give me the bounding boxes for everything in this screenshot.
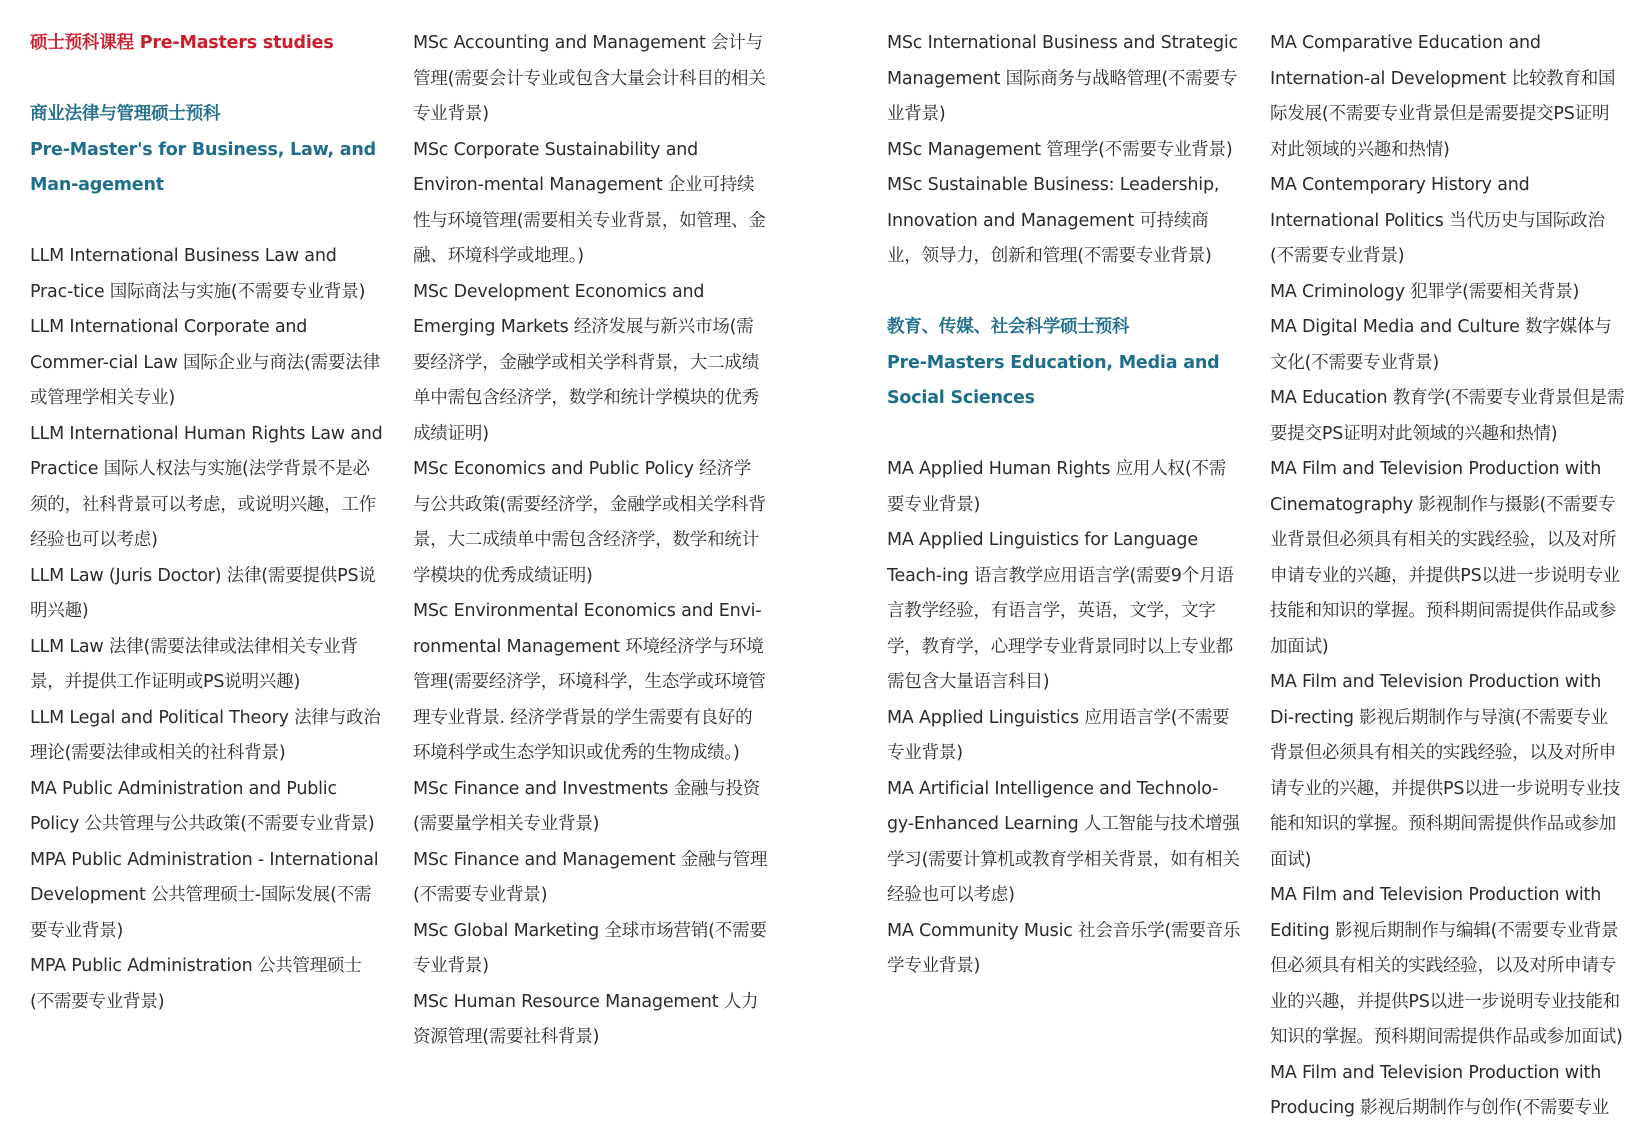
- business-heading-zh: 商业法律与管理硕士预科: [30, 104, 221, 124]
- course-item: MSc Development Economics and Emerging Markets 经济发展与新兴市场(需要经济学，金融学或相关学科背景，大二成绩单中需包含经济学，数学和统计学模块的优秀成绩证明): [413, 281, 759, 444]
- course-item: MSc Human Resource Management 人力资源管理(需要社科背景): [413, 991, 759, 1047]
- course-item: MSc Finance and Management 金融与管理(不需要专业背景): [413, 849, 768, 905]
- course-item: LLM International Corporate and Commer-cial Law 国际企业与商法(需要法律或管理学相关专业): [30, 317, 380, 408]
- column-4: [1270, 26, 1625, 1127]
- course-item: MSc Management 管理学(不需要专业背景): [887, 139, 1233, 160]
- course-item: LLM Law (Juris Doctor) 法律(需要提供PS说明兴趣): [30, 565, 376, 621]
- course-item: MA Community Music 社会音乐学(需要音乐学专业背景): [887, 920, 1241, 976]
- education-heading-en: Pre-Masters Education, Media and Social Sciences: [887, 352, 1220, 408]
- course-item: MSc Sustainable Business: Leadership, Innovation and Management 可持续商业，领导力，创新和管理(不需要专业背景): [887, 175, 1220, 266]
- course-item: MSc International Business and Strategic Management 国际商务与战略管理(不需要专业背景): [887, 33, 1238, 124]
- course-item: MPA Public Administration - International Development 公共管理硕士-国际发展(不需要专业背景): [30, 849, 379, 941]
- course-item: MA Film and Television Production with Producing 影视后期制作与创作(不需要专业: [1270, 1062, 1610, 1118]
- course-item: MA Film and Television Production with Di-recting 影视后期制作与导演(不需要专业背景但必须具有相关的实践经验，以及对所申请专业的兴趣，并提供PS以进一步说明专业技能和知识的掌握。预科期间需提供作品或参加面试): [1270, 672, 1620, 870]
- course-item: LLM Law 法律(需要法律或法律相关专业背景，并提供工作证明或PS说明兴趣): [30, 636, 358, 692]
- course-item: LLM International Human Rights Law and Practice 国际人权法与实施(法学背景不是必须的，社科背景可以考虑，或说明兴趣，工作经验也可以考虑): [30, 423, 383, 550]
- course-item: LLM International Business Law and Prac-tice 国际商法与实施(不需要专业背景): [30, 246, 366, 302]
- column-3: [887, 26, 1242, 985]
- course-item: MA Public Administration and Public Policy 公共管理与公共政策(不需要专业背景): [30, 778, 375, 834]
- course-item: MA Digital Media and Culture 数字媒体与文化(不需要专业背景): [1270, 317, 1612, 373]
- spacer: [887, 275, 1242, 311]
- course-item: MA Film and Television Production with Cinematography 影视制作与摄影(不需要专业背景但必须具有相关的实践经验，以及对所申请专业的兴趣，并提供PS以进一步说明专业技能和知识的掌握。预科期间需提供作品或参加面试): [1270, 459, 1620, 657]
- column-1: [30, 26, 385, 1020]
- course-item: MA Film and Television Production with Editing 影视后期制作与编辑(不需要专业背景但必须具有相关的实践经验，以及对所申请专业的兴趣，并提供PS以进一步说明专业技能和知识的掌握。预科期间需提供作品或参加面试): [1270, 885, 1623, 1047]
- business-heading-en: Pre-Master's for Business, Law, and Man-agement: [30, 139, 376, 195]
- column-2: [413, 26, 768, 1056]
- spacer: [887, 417, 1242, 453]
- course-item: MA Applied Human Rights 应用人权(不需要专业背景): [887, 459, 1227, 515]
- page-title: 硕士预科课程 Pre-Masters studies: [30, 33, 334, 53]
- course-item: MSc Finance and Investments 金融与投资(需要量学相关专业背景): [413, 778, 761, 834]
- course-item: MA Artificial Intelligence and Technolo-gy-Enhanced Learning 人工智能与技术增强学习(需要计算机或教育学相关背景，如有相关经验也可以考虑): [887, 778, 1240, 905]
- course-item: MSc Corporate Sustainability and Environ-mental Management 企业可持续性与环境管理(需要相关专业背景，如管理、金融、环境科学或地理。): [413, 139, 766, 266]
- course-item: MSc Global Marketing 全球市场营销(不需要专业背景): [413, 920, 767, 976]
- spacer: [30, 204, 385, 240]
- course-item: MPA Public Administration 公共管理硕士(不需要专业背景): [30, 956, 362, 1012]
- course-item: MA Contemporary History and International Politics 当代历史与国际政治(不需要专业背景): [1270, 175, 1605, 266]
- course-item: MSc Economics and Public Policy 经济学与公共政策(需要经济学，金融学或相关学科背景，大二成绩单中需包含经济学，数学和统计学模块的优秀成绩证明): [413, 459, 766, 586]
- course-item: LLM Legal and Political Theory 法律与政治理论(需要法律或相关的社科背景): [30, 707, 381, 763]
- course-item: MA Education 教育学(不需要专业背景但是需要提交PS证明对此领域的兴趣和热情): [1270, 388, 1625, 444]
- course-item: MA Applied Linguistics for Language Teach-ing 语言教学应用语言学(需要9个月语言教学经验，有语言学，英语，文学，文字学，教育学，心理学专业背景同时以上专业都需包含大量语言科目): [887, 530, 1234, 692]
- course-item: MSc Accounting and Management 会计与管理(需要会计专业或包含大量会计科目的相关专业背景): [413, 33, 766, 124]
- education-heading-zh: 教育、传媒、社会科学硕士预科: [887, 317, 1130, 337]
- course-item: MA Criminology 犯罪学(需要相关背景): [1270, 281, 1580, 302]
- course-item: MA Applied Linguistics 应用语言学(不需要专业背景): [887, 707, 1230, 763]
- course-item: MSc Environmental Economics and Envi-ronmental Management 环境经济学与环境管理(需要经济学，环境科学，生态学或环境管理专业背景. 经济学背景的学生需要有良好的环境科学或生态学知识或优秀的生物成绩。): [413, 601, 766, 763]
- course-item: MA Comparative Education and Internation-al Development 比较教育和国际发展(不需要专业背景但是需要提交PS证明对此领域的兴趣和热情): [1270, 33, 1616, 160]
